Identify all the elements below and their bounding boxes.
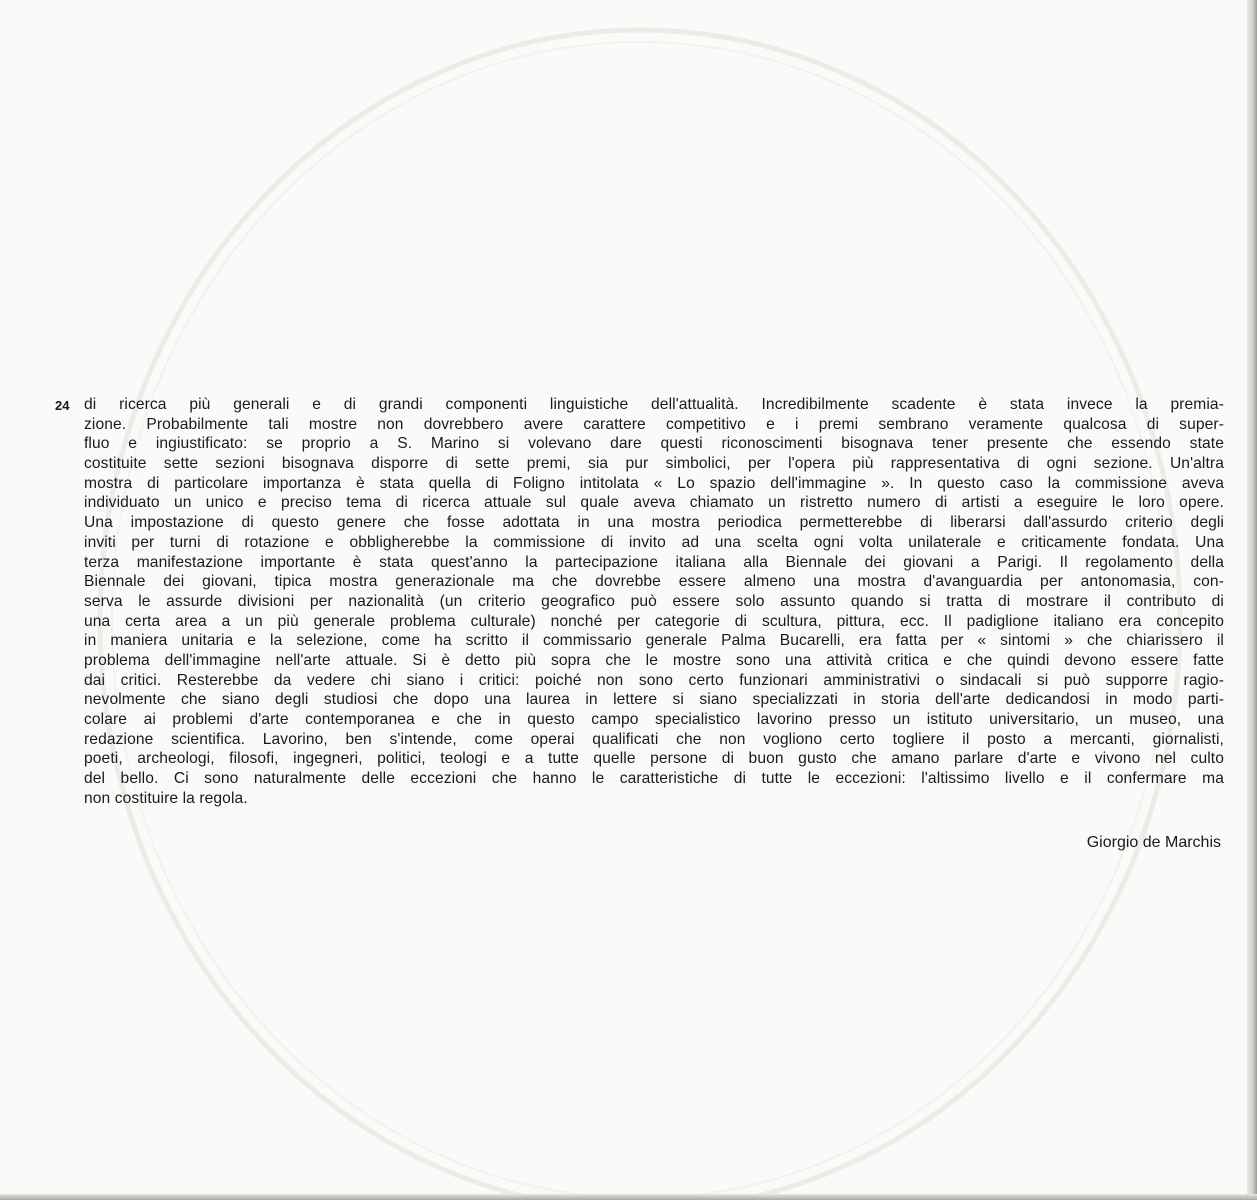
- text-line: Biennale dei giovani, tipica mostra generazionale ma che dovrebbe essere almeno una mostra d'avanguardia per antonomasia, con-: [84, 573, 1224, 591]
- page-edge-right: [1247, 0, 1257, 1200]
- page-number: 24: [55, 398, 70, 413]
- text-line: in maniera unitaria e la selezione, come ha scritto il commissario generale Palma Bucarelli, era fatta per « sintomi » che chiarissero il: [84, 632, 1224, 650]
- text-line: poeti, archeologi, filosofi, ingegneri, politici, teologi e a tutte quelle persone di buon gusto che amano parlare d'arte e vivono nel culto: [84, 750, 1224, 768]
- text-line: inviti per turni di rotazione e obbligherebbe la commissione di invito ad una scelta ogni volta unilaterale e criticamente fondata. Una: [84, 533, 1224, 551]
- text-line: problema dell'immagine nell'arte attuale. Si è detto più sopra che le mostre sono una attività critica e che quindi devono essere fatte: [84, 651, 1224, 669]
- text-line: colare ai problemi d'arte contemporanea e che in questo campo specialistico lavorino presso un istituto universitario, un museo, una: [84, 711, 1224, 728]
- text-line-last: non costituire la regola.: [84, 789, 248, 807]
- text-line: redazione scientifica. Lavorino, ben s'intende, come operai qualificati che non vogliono certo togliere il posto a mercanti, giornalisti,: [84, 730, 1224, 748]
- text-line: costituite sette sezioni bisognava disporre di sette premi, sia pur simbolici, per l'opera più rappresentativa di ogni sezione. Un'altra: [84, 455, 1224, 473]
- text-line: una certa area a un più generale problema culturale) nonché per categorie di scultura, pittura, ecc. Il padiglione italiano era concepito: [84, 612, 1224, 630]
- text-line: fluo e ingiustificato: se proprio a S. Marino si volevano dare questi riconoscimenti bisognava tener presente che essendo state: [84, 435, 1224, 453]
- text-line: individuato un unico e preciso tema di ricerca attuale sul quale aveva chiamato un ristretto numero di artisti a eseguire le loro opere.: [84, 494, 1224, 512]
- author-signature: Giorgio de Marchis: [1086, 834, 1221, 851]
- text-line: serva le assurde divisioni per nazionalità (un criterio geografico può essere solo assunto quando si tratta di mostrare il contributo di: [84, 592, 1224, 610]
- article-body: [84, 395, 1224, 808]
- text-line: del bello. Ci sono naturalmente delle eccezioni che hanno le caratteristiche di tutte le eccezioni: l'altissimo livello e il confermare ma: [84, 770, 1224, 788]
- text-line: mostra di particolare importanza è stata quella di Foligno intitolata « Lo spazio dell'immagine ». In questo caso la commissione aveva: [84, 474, 1224, 492]
- text-line: terza manifestazione importante è stata quest'anno la partecipazione italiana alla Biennale dei giovani a Parigi. Il regolamento della: [84, 553, 1224, 571]
- text-line: di ricerca più generali e di grandi componenti linguistiche dell'attualità. Incredibilmente scadente è stata invece la premia-: [84, 396, 1224, 413]
- text-line: Una impostazione di questo genere che fosse adottata in una mostra periodica permetterebbe di liberarsi dall'assurdo criterio degli: [84, 514, 1224, 532]
- text-line: zione. Probabilmente tali mostre non dovrebbero avere carattere competitivo e i premi sembrano veramente qualcosa di super-: [84, 415, 1224, 433]
- page-edge-bottom: [0, 1194, 1257, 1200]
- text-line: dai critici. Resterebbe da vedere chi siano i critici: poiché non sono certo funzionari amministrativi o sindacali si può supporre ragio-: [84, 671, 1224, 689]
- text-line: nevolmente che siano degli studiosi che dopo una laurea in lettere si siano specializzati in storia dell'arte dedicandosi in modo parti-: [84, 691, 1224, 709]
